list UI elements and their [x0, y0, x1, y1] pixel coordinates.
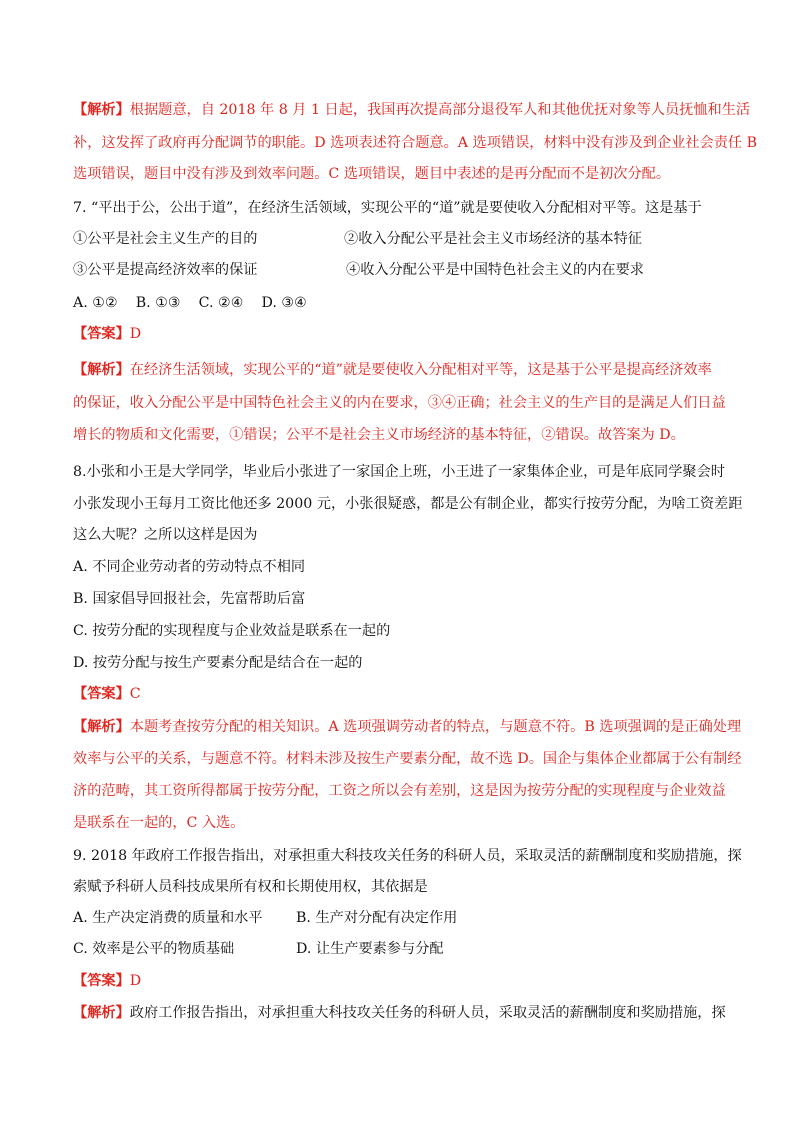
q9-option-a: A. 生产决定消费的质量和水平 — [73, 910, 263, 926]
q7-choices: A. ①② B. ①③ C. ②④ D. ③④ — [73, 295, 307, 311]
question-9-stem: 索赋予科研人员科技成果所有权和长期使用权，其依据是 — [73, 879, 428, 895]
q8-option-d: D. 按劳分配与按生产要素分配是结合在一起的 — [73, 655, 363, 671]
question-8-stem: 8.小张和小王是大学同学，毕业后小张进了一家国企上班，小王进了一家集体企业，可是年底同学聚会时 — [73, 464, 725, 480]
q8-analysis-line: 是联系在一起的，C 入选。 — [73, 815, 245, 831]
q9-analysis-line — [73, 1003, 726, 1023]
q9-option-d: D. 让生产要素参与分配 — [296, 941, 444, 957]
analysis-text: 根据题意，自 2018 年 8 月 1 日起，我国再次提高部分退役军人和其他优抚对象等人员抚恤和生活 — [129, 102, 751, 118]
analysis-line: 补，这发挥了政府再分配调节的职能。D 选项表述符合题意。A 选项错误，材料中没有涉及到企业社会责任 B — [73, 135, 758, 151]
q8-analysis-line: 效率与公平的关系，与题意不符。材料未涉及按生产要素分配，故不选 D。国企与集体企业都属于公有制经 — [73, 751, 742, 767]
analysis-line: 选项错误，题目中没有涉及到效率问题。C 选项错误，题目中表述的是再分配而不是初次分配。 — [73, 166, 671, 182]
q9-answer — [73, 971, 141, 991]
q9-option-c: C. 效率是公平的物质基础 — [73, 941, 235, 957]
q8-analysis-line: 济的范畴，其工资所得都属于按劳分配，工资之所以会有差别，这是因为按劳分配的实现程度与企业效益 — [73, 783, 726, 799]
analysis-text: 政府工作报告指出，对承担重大科技攻关任务的科研人员，采取灵活的薪酬制度和奖励措施，探 — [129, 1005, 726, 1021]
q8-option-a: A. 不同企业劳动者的劳动特点不相同 — [73, 559, 306, 575]
question-8-stem: 小张发现小王每月工资比他还多 2000 元，小张很疑惑，都是公有制企业，都实行按劳分配，为啥工资差距 — [73, 496, 743, 512]
question-7-stem: 7. “平出于公，公出于道”，在经济生活领域，实现公平的“道”就是要使收入分配相对平等。这是基于 — [73, 200, 702, 216]
q7-analysis-line: 增长的物质和文化需要，①错误；公平不是社会主义市场经济的基本特征，②错误。故答案为 D。 — [73, 427, 685, 443]
q8-analysis-line — [73, 717, 741, 737]
analysis-label: 【解析】 — [73, 1005, 130, 1021]
analysis-text: 本题考查按劳分配的相关知识。A 选项强调劳动者的特点，与题意不符。B 选项强调的是正确处理 — [129, 719, 742, 735]
analysis-label: 【解析】 — [73, 719, 130, 735]
answer-label: 【答案】 — [73, 326, 130, 342]
answer-label: 【答案】 — [73, 686, 130, 702]
q9-option-b: B. 生产对分配有决定作用 — [296, 910, 458, 926]
q7-option-4: ④收入分配公平是中国特色社会主义的内在要求 — [346, 262, 644, 278]
analysis-label: 【解析】 — [73, 362, 130, 378]
answer-label: 【答案】 — [73, 973, 130, 989]
analysis-text: 在经济生活领域，实现公平的“道”就是要使收入分配相对平等，这是基于公平是提高经济效率 — [129, 362, 712, 378]
q8-option-b: B. 国家倡导回报社会，先富帮助后富 — [73, 591, 306, 607]
q8-answer — [73, 684, 141, 704]
q7-option-3: ③公平是提高经济效率的保证 — [73, 262, 258, 278]
q7-analysis-line — [73, 360, 712, 380]
answer-value: D — [129, 326, 142, 342]
analysis-line — [73, 100, 750, 120]
q7-analysis-line: 的保证，收入分配公平是中国特色社会主义的内在要求，③④正确；社会主义的生产目的是满足人们日益 — [73, 395, 726, 411]
q8-option-c: C. 按劳分配的实现程度与企业效益是联系在一起的 — [73, 623, 391, 639]
answer-value: D — [129, 973, 142, 989]
q7-option-1: ①公平是社会主义生产的目的 — [73, 231, 258, 247]
question-9-stem: 9. 2018 年政府工作报告指出，对承担重大科技攻关任务的科研人员，采取灵活的薪酬制度和奖励措施，探 — [73, 848, 742, 864]
q7-answer — [73, 324, 141, 344]
q7-option-2: ②收入分配公平是社会主义市场经济的基本特征 — [344, 231, 642, 247]
answer-value: C — [129, 686, 141, 702]
analysis-label: 【解析】 — [73, 102, 130, 118]
question-8-stem: 这么大呢？之所以这样是因为 — [73, 527, 258, 543]
